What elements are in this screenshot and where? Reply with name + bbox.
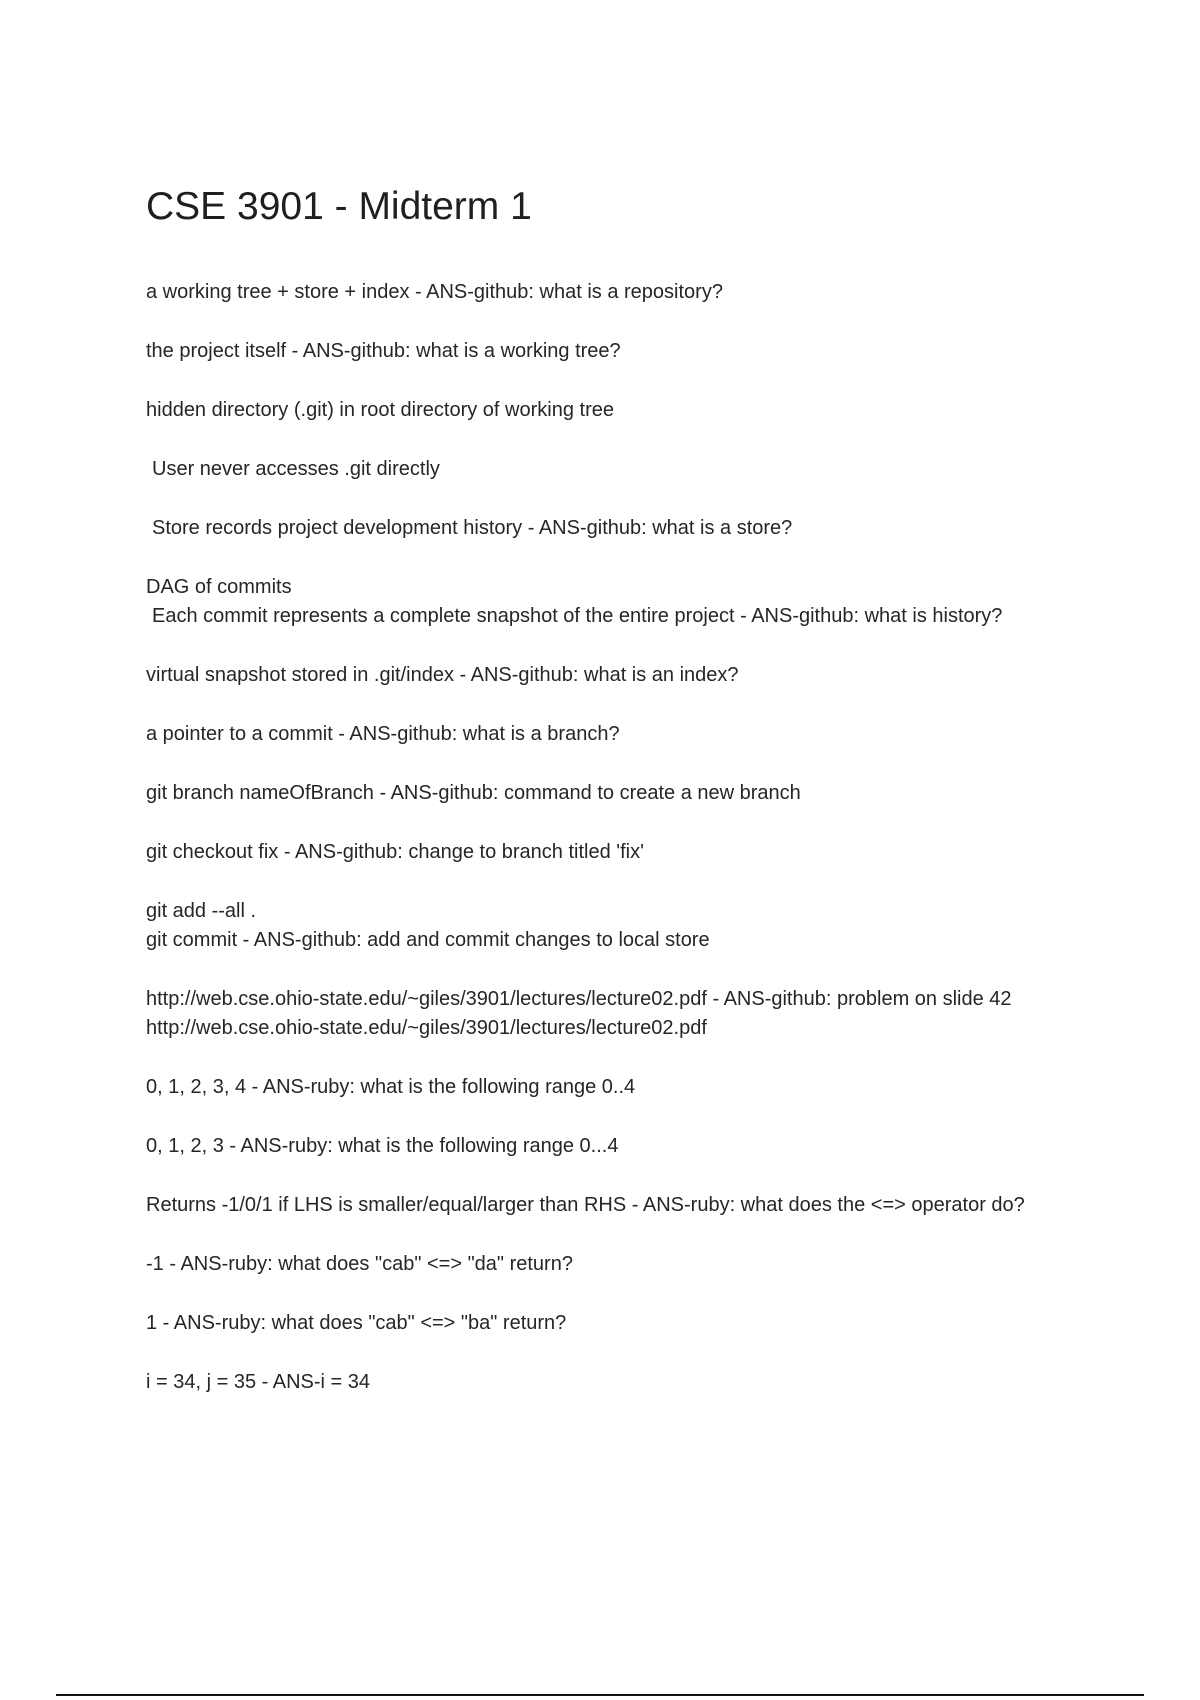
entry-text: a working tree + store + index - ANS-github: what is a repository? (146, 281, 723, 303)
entry-text: git checkout fix - ANS-github: change to branch titled 'fix' (146, 841, 644, 863)
entry-text: a pointer to a commit - ANS-github: what is a branch? (146, 723, 620, 745)
entry-text: git commit - ANS-github: add and commit changes to local store (146, 929, 710, 951)
entry-text: User never accesses .git directly (152, 458, 440, 480)
list-item (146, 1132, 1086, 1161)
entry-text: Returns -1/0/1 if LHS is smaller/equal/larger than RHS - ANS-ruby: what does the <=> operator do? (146, 1194, 1025, 1216)
list-item (146, 396, 1086, 425)
page-title: CSE 3901 - Midterm 1 (146, 185, 532, 228)
entry-text: 1 - ANS-ruby: what does "cab" <=> "ba" return? (146, 1312, 567, 1334)
entry-text: Each commit represents a complete snapshot of the entire project - ANS-github: what is history? (152, 605, 1003, 627)
list-item (146, 1250, 1086, 1279)
list-item (146, 1309, 1086, 1338)
footer-divider (56, 1694, 1144, 1696)
entry-text: hidden directory (.git) in root directory of working tree (146, 399, 614, 421)
list-item (146, 661, 1086, 690)
entry-text: DAG of commits (146, 576, 292, 598)
flashcard-list (146, 278, 1086, 1427)
list-item (146, 779, 1086, 808)
list-item (146, 1191, 1086, 1220)
entry-text: git branch nameOfBranch - ANS-github: command to create a new branch (146, 782, 801, 804)
list-item (146, 573, 1086, 631)
list-item (146, 985, 1086, 1043)
list-item (146, 278, 1086, 307)
list-item (146, 1073, 1086, 1102)
list-item (146, 1368, 1086, 1397)
list-item (146, 838, 1086, 867)
list-item (146, 720, 1086, 749)
entry-text: 0, 1, 2, 3 - ANS-ruby: what is the following range 0...4 (146, 1135, 619, 1157)
list-item (146, 337, 1086, 366)
entry-text: Store records project development history - ANS-github: what is a store? (152, 517, 793, 539)
list-item (146, 897, 1086, 955)
list-item (146, 514, 1086, 543)
entry-text: -1 - ANS-ruby: what does "cab" <=> "da" return? (146, 1253, 573, 1275)
entry-text: i = 34, j = 35 - ANS-i = 34 (146, 1371, 371, 1393)
entry-text: the project itself - ANS-github: what is a working tree? (146, 340, 621, 362)
list-item (146, 455, 1086, 484)
entry-text: http://web.cse.ohio-state.edu/~giles/3901/lectures/lecture02.pdf - ANS-github: problem on slide 42 http://web.cse.ohio-state.edu/~giles/3901/lectures/lecture02.pdf (146, 988, 1012, 1039)
entry-text: 0, 1, 2, 3, 4 - ANS-ruby: what is the following range 0..4 (146, 1076, 636, 1098)
entry-text: git add --all . (146, 900, 257, 922)
entry-text: virtual snapshot stored in .git/index - ANS-github: what is an index? (146, 664, 739, 686)
